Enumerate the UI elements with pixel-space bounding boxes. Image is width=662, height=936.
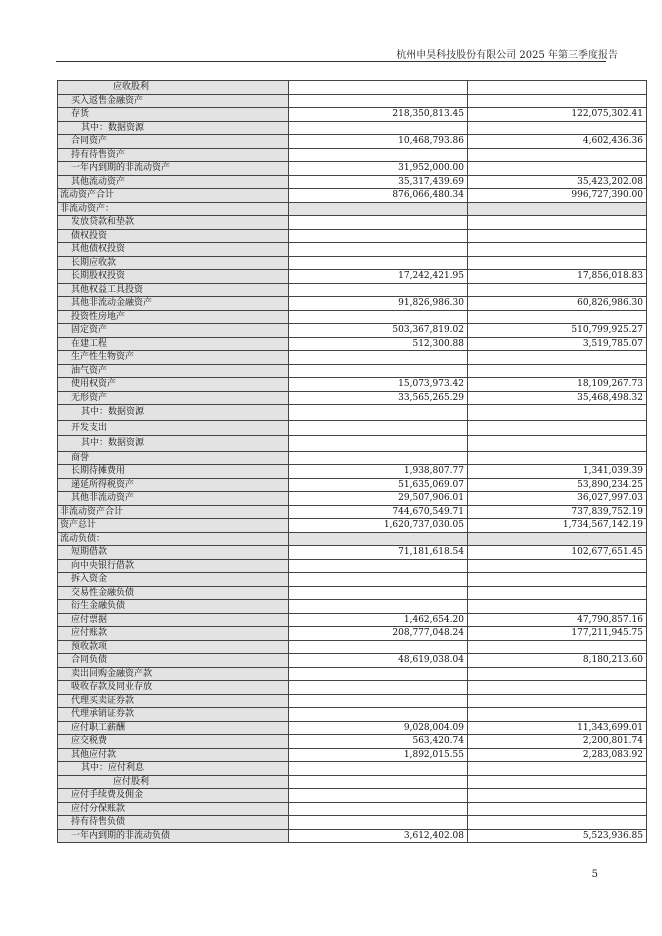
current-period-value [289,436,468,452]
current-period-value [289,600,468,614]
prior-period-value: 47,790,857.16 [468,613,647,627]
current-period-value: 51,635,069.07 [289,478,468,492]
row-label: 存货 [58,108,289,122]
current-period-value: 1,620,737,030.05 [289,519,468,533]
row-label: 非流动资产： [58,202,289,216]
row-label: 使用权资产 [58,378,289,392]
prior-period-value [468,310,647,324]
current-period-value [289,694,468,708]
table-row [58,135,647,149]
current-period-value [289,81,468,95]
table-row [58,420,647,436]
table-row [58,108,647,122]
prior-period-value: 510,799,925.27 [468,324,647,338]
current-period-value: 876,066,480.34 [289,189,468,203]
table-row [58,216,647,230]
prior-period-value: 122,075,302.41 [468,108,647,122]
prior-period-value [468,256,647,270]
current-period-value: 48,619,038.04 [289,654,468,668]
row-label: 其他应付款 [58,748,289,762]
prior-period-value [468,351,647,365]
table-row [58,532,647,546]
table-row [58,465,647,479]
row-label: 商誉 [58,451,289,465]
current-period-value: 71,181,618.54 [289,546,468,560]
current-period-value [289,667,468,681]
current-period-value [289,243,468,257]
current-period-value: 503,367,819.02 [289,324,468,338]
row-label: 吸收存款及同业存放 [58,681,289,695]
row-label: 应付票据 [58,613,289,627]
row-label: 固定资产 [58,324,289,338]
table-row [58,681,647,695]
row-label: 交易性金融负债 [58,586,289,600]
current-period-value [289,94,468,108]
prior-period-value: 5,523,936.85 [468,829,647,843]
row-label: 其中：数据资源 [58,121,289,135]
row-label: 应收股利 [58,81,289,95]
table-row [58,735,647,749]
current-period-value [289,451,468,465]
row-label: 拆入资金 [58,573,289,587]
prior-period-value: 36,027,997.03 [468,492,647,506]
prior-period-value: 737,839,752.19 [468,505,647,519]
table-row [58,816,647,830]
table-row [58,802,647,816]
row-label: 应付手续费及佣金 [58,789,289,803]
current-period-value: 1,938,807.77 [289,465,468,479]
row-label: 应交税费 [58,735,289,749]
row-label: 递延所得税资产 [58,478,289,492]
current-period-value [289,364,468,378]
prior-period-value: 53,890,234.25 [468,478,647,492]
page-number: 5 [591,869,598,880]
current-period-value [289,256,468,270]
prior-period-value [468,789,647,803]
current-period-value: 17,242,421.95 [289,270,468,284]
row-label: 其中：数据资源 [58,405,289,421]
table-row [58,148,647,162]
row-label: 其中：数据资源 [58,436,289,452]
row-label: 流动负债： [58,532,289,546]
table-row [58,256,647,270]
current-period-value: 91,826,986.30 [289,297,468,311]
prior-period-value [468,420,647,436]
prior-period-value [468,708,647,722]
prior-period-value [468,405,647,421]
prior-period-value [468,802,647,816]
prior-period-value: 2,283,083.92 [468,748,647,762]
current-period-value [289,229,468,243]
prior-period-value [468,451,647,465]
current-period-value [289,121,468,135]
row-label: 衍生金融负债 [58,600,289,614]
row-label: 其他权益工具投资 [58,283,289,297]
current-period-value: 563,420.74 [289,735,468,749]
balance-sheet-body [58,81,647,843]
current-period-value: 218,350,813.45 [289,108,468,122]
row-label: 流动资产合计 [58,189,289,203]
row-label: 持有待售负债 [58,816,289,830]
table-row [58,391,647,405]
table-row [58,283,647,297]
row-label: 在建工程 [58,337,289,351]
table-row [58,721,647,735]
table-row [58,600,647,614]
row-label: 无形资产 [58,391,289,405]
current-period-value [289,351,468,365]
table-row [58,229,647,243]
row-label: 一年内到期的非流动资产 [58,162,289,176]
table-row [58,451,647,465]
row-label: 向中央银行借款 [58,559,289,573]
table-row [58,202,647,216]
table-row [58,337,647,351]
prior-period-value [468,816,647,830]
row-label: 代理承销证券款 [58,708,289,722]
current-period-value: 1,892,015.55 [289,748,468,762]
table-row [58,364,647,378]
prior-period-value [468,586,647,600]
table-row [58,694,647,708]
prior-period-value: 35,423,202.08 [468,175,647,189]
table-row [58,829,647,843]
balance-sheet-table [57,80,647,843]
table-row [58,667,647,681]
table-row [58,519,647,533]
table-row [58,94,647,108]
table-row [58,586,647,600]
row-label: 其他流动资产 [58,175,289,189]
header-rule [56,61,606,62]
table-row [58,613,647,627]
table-row [58,310,647,324]
current-period-value: 3,612,402.08 [289,829,468,843]
table-row [58,708,647,722]
current-period-value [289,775,468,789]
prior-period-value: 60,826,986.30 [468,297,647,311]
row-label: 应付股利 [58,775,289,789]
current-period-value: 9,028,004.09 [289,721,468,735]
prior-period-value [468,283,647,297]
prior-period-value [468,364,647,378]
current-period-value: 1,462,654.20 [289,613,468,627]
row-label: 一年内到期的非流动负债 [58,829,289,843]
row-label: 开发支出 [58,420,289,436]
prior-period-value [468,94,647,108]
table-row [58,546,647,560]
row-label: 合同资产 [58,135,289,149]
current-period-value [289,405,468,421]
row-label: 油气资产 [58,364,289,378]
row-label: 代理买卖证券款 [58,694,289,708]
current-period-value: 29,507,906.01 [289,492,468,506]
current-period-value: 744,670,549.71 [289,505,468,519]
prior-period-value: 996,727,390.00 [468,189,647,203]
current-period-value [289,216,468,230]
row-label: 发放贷款和垫款 [58,216,289,230]
current-period-value [289,586,468,600]
prior-period-value [468,148,647,162]
row-label: 债权投资 [58,229,289,243]
prior-period-value: 11,343,699.01 [468,721,647,735]
table-row [58,789,647,803]
current-period-value [289,816,468,830]
current-period-value [289,420,468,436]
current-period-value: 512,300.88 [289,337,468,351]
prior-period-value: 177,211,945.75 [468,627,647,641]
table-row [58,627,647,641]
prior-period-value [468,162,647,176]
table-row [58,270,647,284]
row-label: 持有待售资产 [58,148,289,162]
current-period-value [289,802,468,816]
current-period-value [289,681,468,695]
table-row [58,175,647,189]
prior-period-value: 1,734,567,142.19 [468,519,647,533]
prior-period-value: 8,180,213.60 [468,654,647,668]
row-label: 应付分保账款 [58,802,289,816]
current-period-value [289,640,468,654]
prior-period-value: 102,677,651.45 [468,546,647,560]
row-label: 其他债权投资 [58,243,289,257]
table-row [58,297,647,311]
row-label: 买入返售金融资产 [58,94,289,108]
table-row [58,351,647,365]
report-header: 杭州申昊科技股份有限公司 2025 年第三季度报告 [396,50,618,61]
current-period-value: 35,317,439.69 [289,175,468,189]
table-row [58,243,647,257]
table-row [58,573,647,587]
table-row [58,492,647,506]
row-label: 长期应收款 [58,256,289,270]
row-label: 非流动资产合计 [58,505,289,519]
current-period-value [289,202,468,216]
current-period-value: 31,952,000.00 [289,162,468,176]
current-period-value [289,573,468,587]
prior-period-value [468,243,647,257]
table-row [58,478,647,492]
table-row [58,748,647,762]
current-period-value: 33,565,265.29 [289,391,468,405]
table-row [58,378,647,392]
row-label: 应付账款 [58,627,289,641]
prior-period-value [468,762,647,776]
row-label: 投资性房地产 [58,310,289,324]
prior-period-value [468,532,647,546]
prior-period-value [468,81,647,95]
table-row [58,162,647,176]
row-label: 其中：应付利息 [58,762,289,776]
current-period-value [289,762,468,776]
row-label: 应付职工薪酬 [58,721,289,735]
current-period-value [289,708,468,722]
current-period-value [289,532,468,546]
current-period-value [289,559,468,573]
prior-period-value [468,202,647,216]
table-row [58,559,647,573]
table-row [58,654,647,668]
prior-period-value [468,600,647,614]
row-label: 合同负债 [58,654,289,668]
row-label: 其他非流动资产 [58,492,289,506]
table-row [58,762,647,776]
table-row [58,189,647,203]
prior-period-value [468,573,647,587]
row-label: 生产性生物资产 [58,351,289,365]
prior-period-value [468,640,647,654]
table-row [58,505,647,519]
table-row [58,436,647,452]
prior-period-value [468,775,647,789]
row-label: 其他非流动金融资产 [58,297,289,311]
current-period-value [289,283,468,297]
row-label: 长期待摊费用 [58,465,289,479]
table-row [58,775,647,789]
current-period-value: 15,073,973.42 [289,378,468,392]
table-row [58,405,647,421]
prior-period-value [468,667,647,681]
prior-period-value: 1,341,039.39 [468,465,647,479]
table-row [58,121,647,135]
prior-period-value: 3,519,785.07 [468,337,647,351]
prior-period-value: 18,109,267.73 [468,378,647,392]
prior-period-value [468,694,647,708]
current-period-value: 10,468,793.86 [289,135,468,149]
current-period-value [289,148,468,162]
current-period-value: 208,777,048.24 [289,627,468,641]
current-period-value [289,310,468,324]
row-label: 长期股权投资 [58,270,289,284]
prior-period-value [468,559,647,573]
current-period-value [289,789,468,803]
prior-period-value [468,436,647,452]
row-label: 预收款项 [58,640,289,654]
prior-period-value [468,121,647,135]
row-label: 卖出回购金融资产款 [58,667,289,681]
table-row [58,81,647,95]
prior-period-value: 35,468,498.32 [468,391,647,405]
table-row [58,324,647,338]
prior-period-value [468,216,647,230]
prior-period-value [468,681,647,695]
table-row [58,640,647,654]
row-label: 短期借款 [58,546,289,560]
prior-period-value: 2,200,801.74 [468,735,647,749]
prior-period-value: 4,602,436.36 [468,135,647,149]
prior-period-value [468,229,647,243]
row-label: 资产总计 [58,519,289,533]
prior-period-value: 17,856,018.83 [468,270,647,284]
